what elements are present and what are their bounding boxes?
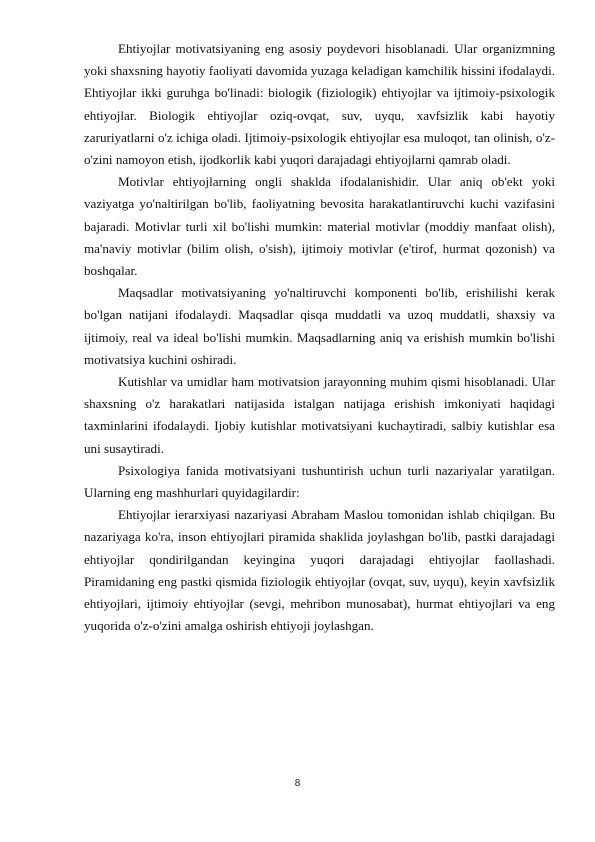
page-number: 8 <box>294 778 301 789</box>
paragraph-goals: Maqsadlar motivatsiyaning yo'naltiruvchi komponenti bo'lib, erishilishi kerak bo'lgan natijani ifodalaydi. Maqsadlar qisqa muddatli va uzoq muddatli, shaxsiy va ijtimoiy, real va ideal bo'lishi mumkin. Maqsadlarning aniq va erishish mumkin bo'lishi motivatsiya kuchini oshiradi. <box>84 285 555 367</box>
paragraph-theories-intro: Psixologiya fanida motivatsiyani tushuntirish uchun turli nazariyalar yaratilgan. Ularning eng mashhurlari quyidagilardir: <box>84 462 555 501</box>
paragraph-needs: Ehtiyojlar motivatsiyaning eng asosiy poydevori hisoblanadi. Ular organizmning yoki shaxsning hayotiy faoliyati davomida yuzaga keladigan kamchilik hissini ifodalaydi. Ehtiyojlar ikki guruhga bo'linadi: biologik (fiziologik) ehtiyojlar va ijtimoiy-psixologik ehtiyojlar. Biologik ehtiyojlar oziq-ovqat, suv, uyqu, xavfsizlik kabi hayotiy zaruriyatlarni o'z ichiga oladi. Ijtimoiy-psixologik ehtiyojlar esa muloqot, tan olinish, o'z-o'zini namoyon etish, ijodkorlik kabi yuqori darajadagi ehtiyojlarni qamrab oladi. <box>84 41 555 168</box>
document-page <box>84 38 555 637</box>
paragraph-maslow-hierarchy: Ehtiyojlar ierarxiyasi nazariyasi Abraham Maslou tomonidan ishlab chiqilgan. Bu nazariyaga ko'ra, inson ehtiyojlari piramida shaklida joylashgan bo'lib, pastki darajadagi ehtiyojlar qondirilgandan keyingina yuqori darajadagi ehtiyojlar faollashadi. Piramidaning eng pastki qismida fiziologik ehtiyojlar (ovqat, suv, uyqu), keyin xavfsizlik ehtiyojlari, ijtimoiy ehtiyojlar (sevgi, mehribon munosabat), hurmat ehtiyojlari va eng yuqorida o'z-o'zini amalga oshirish ehtiyoji joylashgan. <box>84 507 555 634</box>
paragraph-motives: Motivlar ehtiyojlarning ongli shaklda ifodalanishidir. Ular aniq ob'ekt yoki vaziyatga yo'naltirilgan bo'lib, faoliyatning bevosita harakatlantiruvchi kuchi vazifasini bajaradi. Motivlar turli xil bo'lishi mumkin: material motivlar (moddiy manfaat olish), ma'naviy motivlar (bilim olish, o'sish), ijtimoiy motivlar (e'tirof, hurmat qozonish) va boshqalar. <box>84 174 555 279</box>
paragraph-expectations: Kutishlar va umidlar ham motivatsion jarayonning muhim qismi hisoblanadi. Ular shaxsning o'z harakatlari natijasida istalgan natijaga erishish imkoniyati haqidagi taxminlarini ifodalaydi. Ijobiy kutishlar motivatsiyani kuchaytiradi, salbiy kutishlar esa uni susaytiradi. <box>84 374 555 456</box>
